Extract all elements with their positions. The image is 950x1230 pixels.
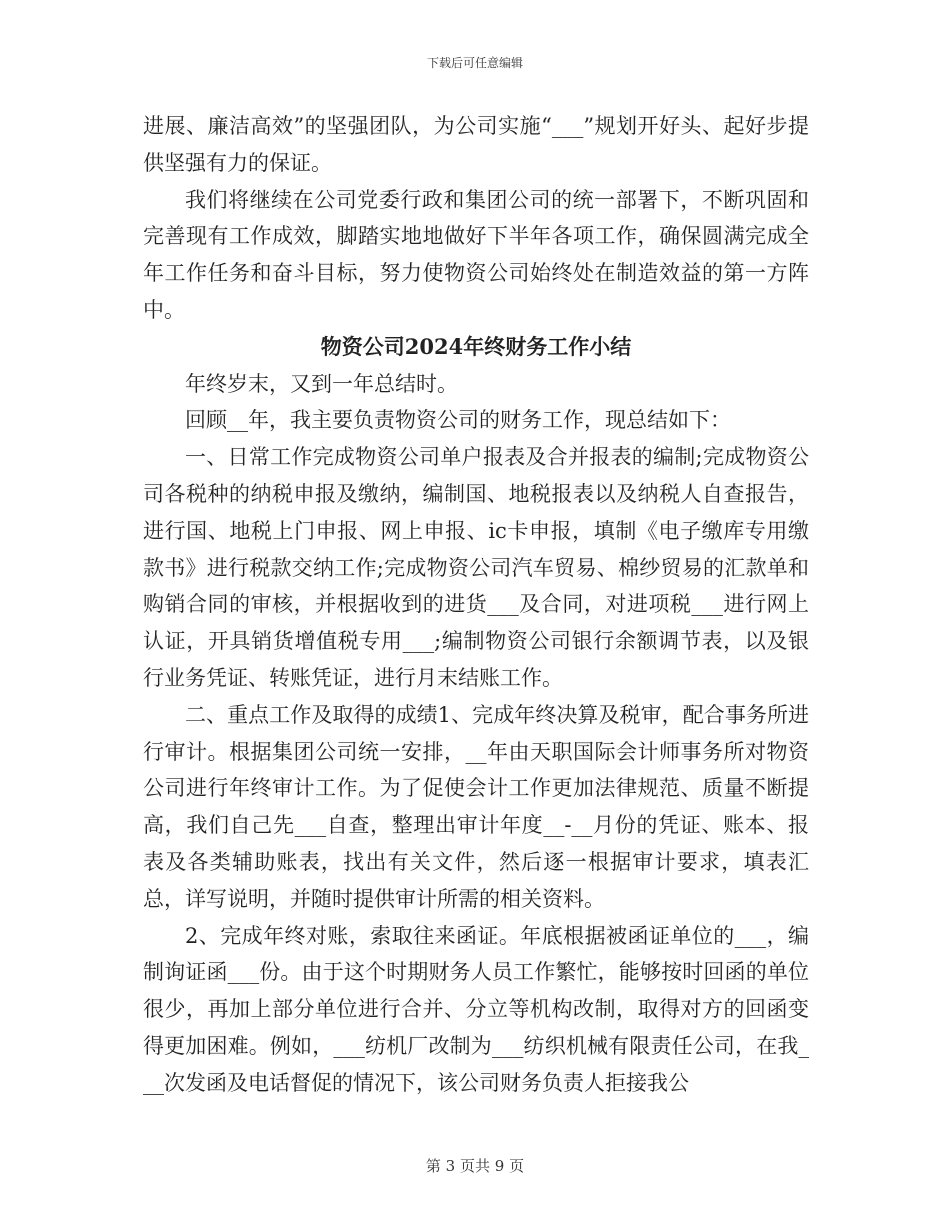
paragraph-commitment: 我们将继续在公司党委行政和集团公司的统一部署下，不断巩固和完善现有工作成效，脚踏实地地做好下半年各项工作，确保圆满完成全年工作任务和奋斗目标，努力使物资公司始终处在制造效益的第一方阵中。 xyxy=(143,187,809,322)
paragraph-continued: 进展、廉洁高效”的坚强团队，为公司实施“___”规划开好头、起好步提供坚强有力的保证。 xyxy=(143,114,809,175)
page-number: 第 3 页共 9 页 xyxy=(425,1157,525,1175)
paragraph-daily-work: 一、日常工作完成物资公司单户报表及合并报表的编制;完成物资公司各税种的纳税申报及缴纳，编制国、地税报表以及纳税人自查报告，进行国、地税上门申报、网上申报、ic卡申报，填制《电子缴库专用缴款书》进行税款交纳工作;完成物资公司汽车贸易、棉纱贸易的汇款单和购销合同的审核，并根据收到的进货___及合同，对进项税___进行网上认证，开具销货增值税专用___;编制物资公司银行余额调节表，以及银行业务凭证、转账凭证，进行月末结账工作。 xyxy=(143,445,809,690)
paragraph-intro: 年终岁末，又到一年总结时。 xyxy=(185,371,458,396)
paragraph-review: 回顾__年，我主要负责物资公司的财务工作，现总结如下： xyxy=(185,408,731,433)
paragraph-key-work: 二、重点工作及取得的成绩1、完成年终决算及税审，配合事务所进行审计。根据集团公司统一安排，__年由天职国际会计师事务所对物资公司进行年终审计工作。为了促使会计工作更加法律规范、质量不断提高，我们自己先___自查，整理出审计年度__-__月份的凭证、账本、报表及各类辅助账表，找出有关文件，然后逐一根据审计要求，填表汇总，详写说明，并随时提供审计所需的相关资料。 xyxy=(143,702,809,911)
section-title: 物资公司2024年终财务工作小结 xyxy=(320,333,632,359)
paragraph-reconciliation: 2、完成年终对账，索取往来函证。年底根据被函证单位的___，编制询证函___份。由于这个时期财务人员工作繁忙，能够按时回函的单位很少，再加上部分单位进行合并、分立等机构改制，取得对方的回函变得更加困难。例如，___纺机厂改制为___纺织机械有限责任公司，在我___次发函及电话督促的情况下，该公司财务负责人拒接我公 xyxy=(143,923,809,1095)
page-header-note: 下载后可任意编辑 xyxy=(426,56,523,70)
document-body xyxy=(143,108,809,1102)
